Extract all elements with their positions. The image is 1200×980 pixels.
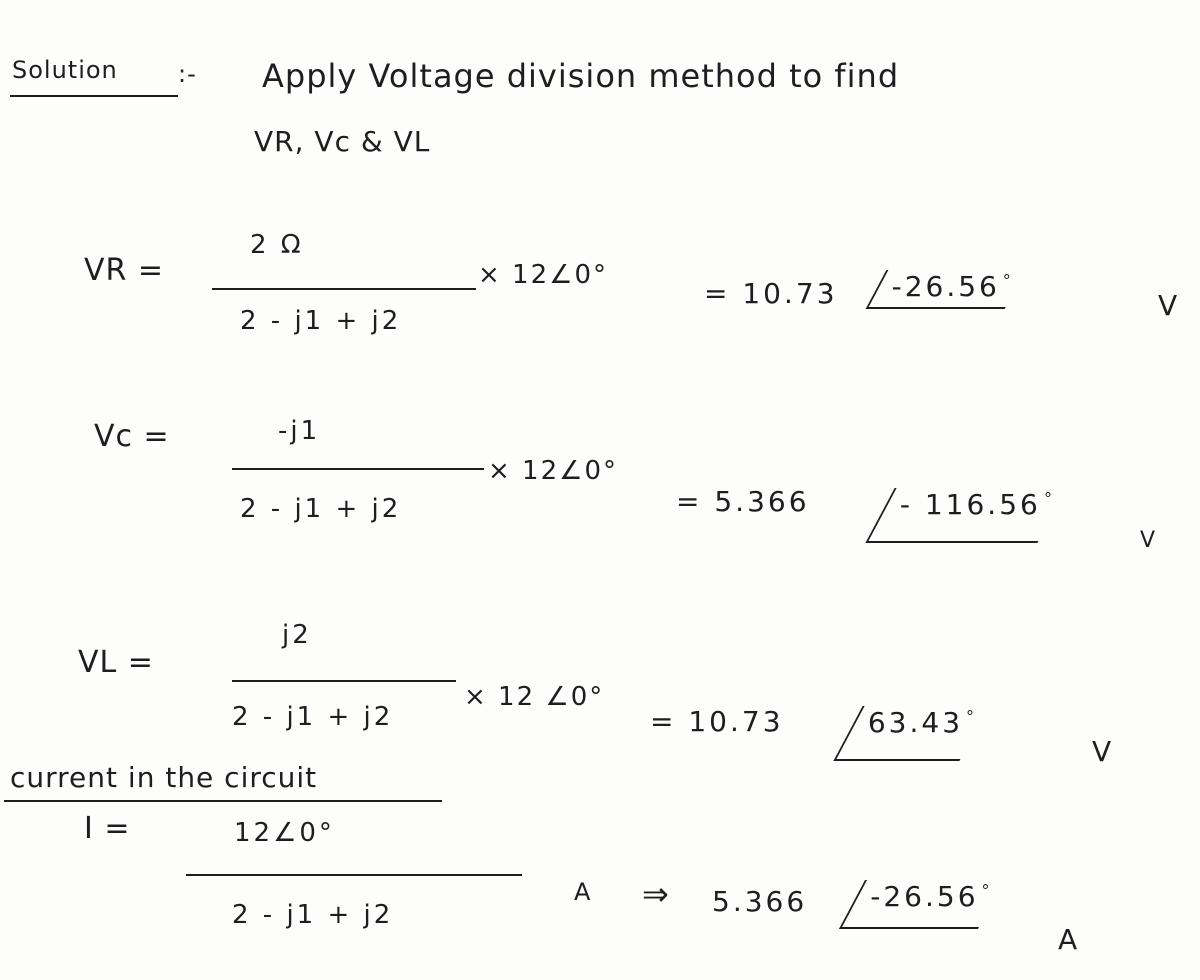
current-denominator: 2 - j1 + j2 — [232, 900, 394, 930]
vr-denominator: 2 - j1 + j2 — [240, 306, 402, 336]
current-unit-after-fraction: A — [574, 878, 592, 906]
vr-unit: V — [1158, 289, 1179, 322]
current-unit: A — [1058, 923, 1079, 956]
vr-multiplier: × 12∠0° — [478, 260, 608, 290]
solution-separator: :- — [178, 60, 197, 88]
vr-result-magnitude: = 10.73 — [704, 277, 838, 310]
current-result-magnitude: 5.366 — [712, 885, 808, 918]
vl-phasor-angle: 63.43 ° — [848, 706, 974, 761]
current-fraction-bar — [186, 874, 522, 876]
solution-label: Solution — [12, 56, 118, 84]
current-numerator: 12∠0° — [234, 818, 335, 848]
vc-unit: V — [1140, 528, 1157, 553]
vc-numerator: -j1 — [278, 416, 321, 446]
vc-lhs: Vc = — [94, 419, 170, 454]
vl-angle-value: 63.43 — [867, 706, 964, 739]
implies-arrow: ⇒ — [642, 875, 672, 913]
vr-angle-value: -26.56 — [891, 270, 1000, 303]
vl-lhs: VL = — [78, 645, 154, 680]
vr-phasor-angle: -26.56 ° — [876, 270, 1015, 309]
vl-denominator: 2 - j1 + j2 — [232, 702, 394, 732]
vr-lhs: VR = — [84, 253, 165, 288]
vl-fraction-bar — [232, 680, 456, 682]
vl-result-magnitude: = 10.73 — [650, 705, 784, 738]
current-title: current in the circuit — [10, 761, 318, 794]
current-lhs: I = — [84, 811, 131, 846]
vl-unit: V — [1092, 735, 1113, 768]
vc-denominator: 2 - j1 + j2 — [240, 494, 402, 524]
solution-underline — [10, 95, 178, 97]
vl-numerator: j2 — [282, 620, 312, 650]
vc-fraction-bar — [232, 468, 484, 470]
instruction-line-2: VR, Vc & VL — [254, 125, 431, 158]
vr-fraction-bar — [212, 288, 476, 290]
current-angle-value: -26.56 — [870, 880, 979, 913]
instruction-line-1: Apply Voltage division method to find — [262, 57, 900, 95]
vc-angle-value: - 116.56 — [899, 488, 1041, 521]
current-title-underline — [4, 800, 442, 802]
vc-result-magnitude: = 5.366 — [676, 485, 810, 518]
vc-multiplier: × 12∠0° — [488, 456, 618, 486]
vr-numerator: 2 Ω — [250, 230, 304, 260]
vl-multiplier: × 12 ∠0° — [464, 682, 605, 712]
current-phasor-angle: -26.56 ° — [852, 880, 991, 929]
vc-phasor-angle: - 116.56 ° — [880, 488, 1052, 543]
